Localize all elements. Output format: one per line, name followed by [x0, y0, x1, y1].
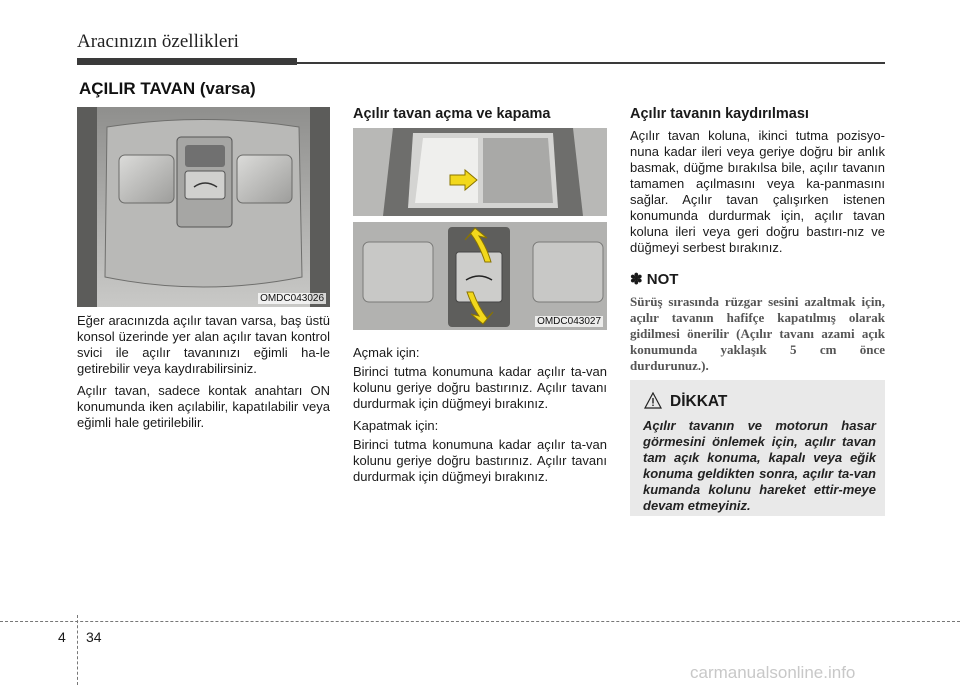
overhead-console-photo	[77, 107, 330, 307]
middle-column	[353, 345, 607, 491]
footer-divider	[77, 615, 78, 685]
header-title: Aracınızın özellikleri	[77, 31, 239, 52]
caution-heading: DİKKAT	[670, 393, 728, 410]
image-label-left: OMDC043026	[260, 293, 324, 304]
right-heading: Açılır tavanın kaydırılması	[630, 106, 809, 122]
caution-box	[630, 380, 885, 516]
sunroof-photo	[353, 128, 607, 216]
switch-closeup-photo	[353, 222, 607, 330]
page-number: 34	[86, 629, 102, 645]
image-label-middle: OMDC043027	[537, 316, 601, 327]
switch-closeup-illustration	[353, 222, 607, 330]
header-rule	[297, 62, 885, 64]
middle-heading: Açılır tavan açma ve kapama	[353, 106, 551, 122]
chapter-number: 4	[58, 629, 66, 645]
right-paragraph: Açılır tavan koluna, ikinci tutma pozisyo-nuna kadar ileri veya geriye doğru bir anlık basmak, düğme bırakılsa bile, açılır tavanın tamamen açılmasını veya ka-panmasını sağlar. Açılır tavan çalışırken istenen konumunda durdurmak için, açılır tavan koluna ileri veya geri doğru bastırı-nız ve düğmeyi serbest bırakınız.	[630, 128, 885, 255]
warning-triangle-icon	[644, 392, 662, 409]
footer-rule	[0, 621, 960, 622]
overhead-console-illustration	[77, 107, 330, 307]
note-text: Sürüş sırasında rüzgar sesini azaltmak için, açılır tavanın hafifçe kapatılmış olarak gidilmesi önerilir (Açılır tavanı azami açık konumunda yaklaşık 5 cm önce durdurunuz.).	[630, 294, 885, 373]
close-text: Birinci tutma konumuna kadar açılır ta-van kolunu geriye doğru bastırınız. Açılır tavanı durdurmak için düğmeyi bırakınız.	[353, 437, 607, 484]
close-label: Kapatmak için:	[353, 418, 439, 433]
sunroof-illustration	[353, 128, 607, 216]
header-accent-bar	[77, 58, 297, 65]
note-block	[630, 272, 885, 380]
watermark: carmanualsonline.info	[690, 663, 856, 682]
left-paragraph-2: Açılır tavan, sadece kontak anahtarı ON konumunda iken açılabilir, kapatılabilir veya eğimli hale getirilebilir.	[77, 383, 330, 430]
middle-heading-wrap	[353, 106, 606, 122]
left-column	[77, 313, 330, 437]
left-paragraph-1: Eğer aracınızda açılır tavan varsa, baş üstü konsol üzerinde yer alan açılır tavan kontrol svici ile açılır tavanınızı eğimli ha-le getirebilir veya kaydırabilirsiniz.	[77, 313, 330, 376]
open-text: Birinci tutma konumuna kadar açılır ta-van kolunu geriye doğru bastırınız. Açılır tavanı durdurmak için düğmeyi bırakınız.	[353, 364, 607, 411]
right-column	[630, 106, 885, 262]
section-title: AÇILIR TAVAN (varsa)	[79, 79, 256, 98]
open-label: Açmak için:	[353, 345, 420, 360]
note-heading: ✽ NOT	[630, 271, 679, 288]
caution-text: Açılır tavanın ve motorun hasar görmesini önlemek için, açılır tavan tam açık konuma, kapalı veya eğik konuma geldikten sonra, açılır ta-van kumanda kolunu hareket ettir-meye devam etmeyiniz.	[643, 418, 876, 513]
